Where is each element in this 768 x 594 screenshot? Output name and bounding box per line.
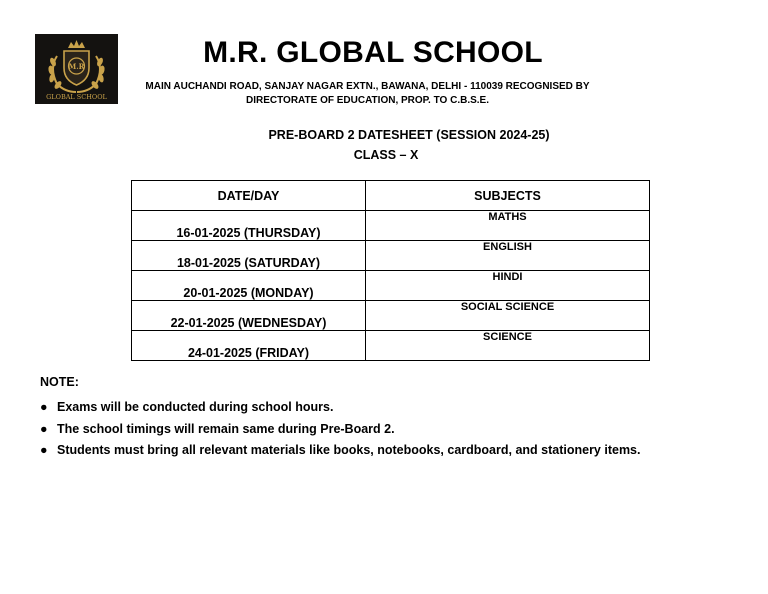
exam-subject: SCIENCE xyxy=(366,331,650,361)
bullet-icon: ● xyxy=(40,443,48,457)
school-name: M.R. GLOBAL SCHOOL xyxy=(203,36,543,69)
exam-date: 16-01-2025 (THURSDAY) xyxy=(132,211,366,241)
list-item xyxy=(40,440,760,462)
exam-date: 20-01-2025 (MONDAY) xyxy=(132,271,366,301)
note-text: The school timings will remain same during Pre-Board 2. xyxy=(57,421,395,436)
exam-subject: SOCIAL SCIENCE xyxy=(366,301,650,331)
exam-subject: MATHS xyxy=(366,211,650,241)
exam-date: 24-01-2025 (FRIDAY) xyxy=(132,331,366,361)
list-item xyxy=(40,419,760,441)
exam-date: 22-01-2025 (WEDNESDAY) xyxy=(132,301,366,331)
list-item xyxy=(40,397,760,419)
note-text: Students must bring all relevant materials like books, notebooks, cardboard, and stationery items. xyxy=(57,443,641,457)
logo-monogram: M.R xyxy=(68,62,85,71)
date-column-header: DATE/DAY xyxy=(132,181,366,211)
table-row xyxy=(132,211,650,241)
note-text: Exams will be conducted during school hours. xyxy=(57,400,334,414)
bullet-icon: ● xyxy=(40,400,48,414)
bullet-icon: ● xyxy=(40,421,48,436)
table-row xyxy=(132,331,650,361)
address-line-1: MAIN AUCHANDI ROAD, SANJAY NAGAR EXTN., BAWANA, DELHI - 110039 RECOGNISED BY xyxy=(145,81,590,92)
exam-subject: ENGLISH xyxy=(366,241,650,271)
school-address xyxy=(140,80,595,108)
note-label: NOTE: xyxy=(40,375,79,389)
table-row xyxy=(132,271,650,301)
table-header-row xyxy=(132,181,650,211)
address-line-2: DIRECTORATE OF EDUCATION, PROP. TO C.B.S.E. xyxy=(246,95,489,106)
table-row xyxy=(132,241,650,271)
exam-date: 18-01-2025 (SATURDAY) xyxy=(132,241,366,271)
exam-subject: HINDI xyxy=(366,271,650,301)
notes-list xyxy=(40,397,760,462)
table-row xyxy=(132,301,650,331)
datesheet-title: PRE-BOARD 2 DATESHEET (SESSION 2024-25) xyxy=(268,128,550,142)
logo-text: GLOBAL SCHOOL xyxy=(46,93,107,101)
subject-column-header: SUBJECTS xyxy=(366,181,650,211)
class-label: CLASS – X xyxy=(353,148,419,162)
datesheet-table xyxy=(131,180,650,361)
